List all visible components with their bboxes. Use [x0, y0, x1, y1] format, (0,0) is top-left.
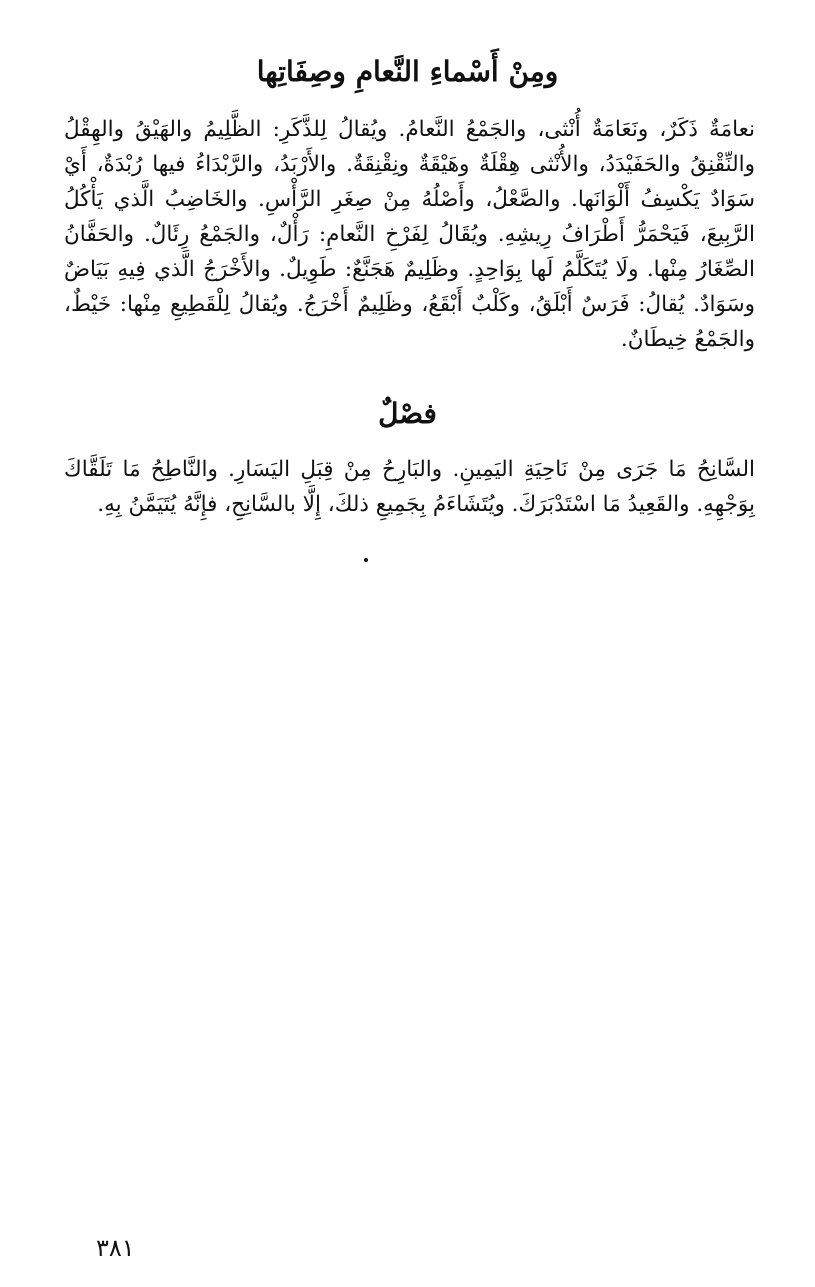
section-title: ومِنْ أَسْماءِ النَّعامِ وصِفَاتِها: [256, 55, 559, 88]
paragraph-omens: السَّانِحُ مَا جَرَى مِنْ نَاحِيَةِ اليَمِينِ. والبَارِحُ مِنْ قِبَلِ اليَسَارِ. والنَّاطِحُ مَا تَلَقَّاكَ بِوَجْهِهِ. والقَعِيدُ مَا اسْتَدْبَرَكَ. ويُتَشَاءَمُ بِجَمِيعِ ذلكَ، إِلَّا بالسَّانِحِ، فإِنَّهُ يُتَيَمَّنُ بِهِ.: [64, 457, 755, 517]
stray-dot-mark: [364, 558, 368, 562]
chapter-heading: فصْلٌ: [378, 397, 437, 430]
page-number: ٣٨١: [96, 1234, 135, 1262]
paragraph-ostrich-names: نعامَةٌ ذَكَرٌ، ونَعَامَةٌ أُنْثى، والجَمْعُ النَّعامُ. ويُقالُ لِلذَّكَرِ: الظَّلِيمُ والهَيْقُ والهِقْلُ والنِّقْنِقُ والحَفَيْدَدُ، والأُنْثى هِقْلَةٌ وهَيْقَةٌ ونِقْنِقَةٌ. والأَرْبَدُ، والرَّبْدَاءُ فيها رُبْدَةٌ، أَيْ سَوَادٌ يَكْسِفُ أَلْوَانَها. والصَّعْلُ، وأَصْلُهُ مِنْ صِغَرِ الرَّأْسِ. والخَاضِبُ الَّذي يَأْكُلُ الرَّبِيعَ، فَيَحْمَرُّ أَطْرَافُ رِيشِهِ. ويُقَالُ لِفَرْخِ النَّعامِ: رَأْلٌ، والجَمْعُ رِئَالٌ. والحَفَّانُ الصِّغَارُ مِنْها. ولَا يُتَكَلَّمُ لَها بِوَاحِدٍ. وظَلِيمٌ هَجَنَّعٌ: طَوِيلٌ. والأَخْرَجُ الَّذي فِيهِ بَيَاضٌ وسَوَادٌ. يُقالُ: فَرَسٌ أَبْلَقُ، وكَلْبٌ أَبْقَعُ، وظَلِيمٌ أَخْرَجُ. ويُقالُ لِلْقَطِيعِ مِنْها: خَيْطٌ، والجَمْعُ خِيطَانٌ.: [64, 117, 755, 352]
